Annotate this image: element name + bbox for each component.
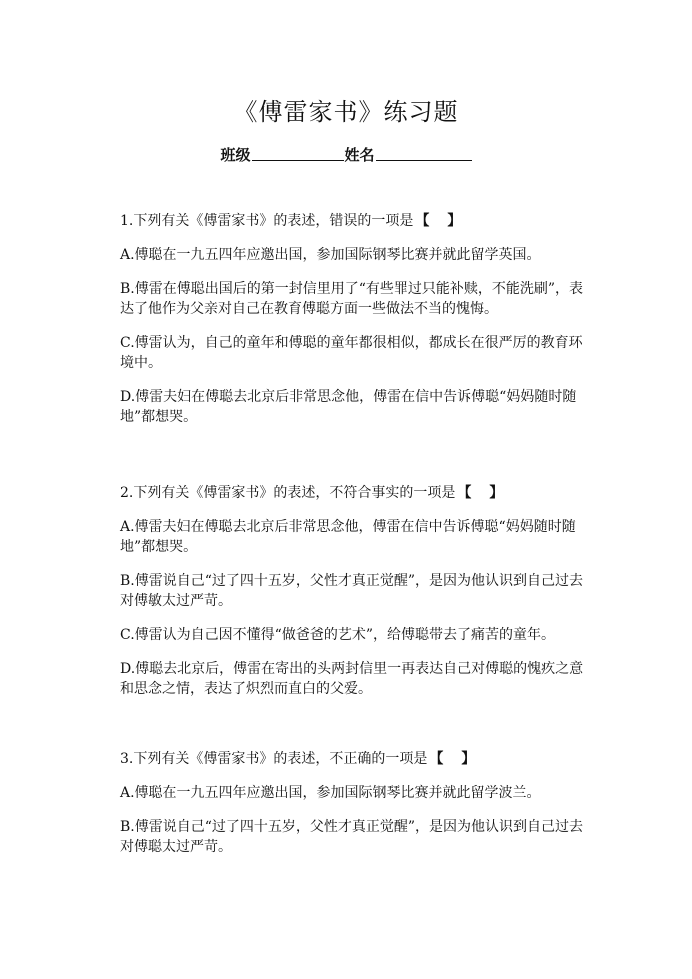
name-blank-line[interactable] bbox=[376, 146, 472, 161]
question-3 bbox=[120, 749, 590, 857]
question-1 bbox=[120, 211, 590, 427]
answer-bracket[interactable]: 【 】 bbox=[457, 485, 504, 501]
class-blank-line[interactable] bbox=[252, 146, 344, 161]
question-stem bbox=[120, 483, 590, 503]
page-title: 《傅雷家书》练习题 bbox=[233, 98, 459, 126]
option-d: D.傅雷夫妇在傅聪去北京后非常思念他，傅雷在信中告诉傅聪“妈妈随时随地”都想哭。 bbox=[120, 389, 577, 425]
question-stem bbox=[120, 749, 590, 769]
option-a: A.傅雷夫妇在傅聪去北京后非常思念他，傅雷在信中告诉傅聪“妈妈随时随地”都想哭。 bbox=[120, 519, 576, 555]
name-label: 姓名 bbox=[344, 146, 375, 164]
student-info bbox=[0, 145, 692, 165]
option-c: C.傅雷认为自己因不懂得“做爸爸的艺术”，给傅聪带去了痛苦的童年。 bbox=[120, 627, 555, 643]
option-d: D.傅聪去北京后，傅雷在寄出的头两封信里一再表达自己对傅聪的愧疚之意和思念之情，表达了炽烈而直白的父爱。 bbox=[120, 661, 584, 697]
class-label: 班级 bbox=[220, 146, 251, 164]
option-b: B.傅雷说自己“过了四十五岁，父性才真正觉醒”，是因为他认识到自己过去对傅敏太过严苛。 bbox=[120, 573, 584, 609]
option-b: B.傅雷在傅聪出国后的第一封信里用了“有些罪过只能补赎，不能洗刷”，表达了他作为父亲对自己在教育傅聪方面一些做法不当的愧悔。 bbox=[120, 281, 584, 317]
answer-bracket[interactable]: 【 】 bbox=[415, 213, 462, 229]
question-stem bbox=[120, 211, 590, 231]
option-b: B.傅雷说自己“过了四十五岁，父性才真正觉醒”，是因为他认识到自己过去对傅聪太过严苛。 bbox=[120, 819, 584, 855]
answer-bracket[interactable]: 【 】 bbox=[429, 751, 476, 767]
option-a: A.傅聪在一九五四年应邀出国，参加国际钢琴比赛并就此留学英国。 bbox=[120, 247, 541, 263]
question-text: 1.下列有关《傅雷家书》的表述，错误的一项是 bbox=[120, 213, 414, 229]
option-a: A.傅聪在一九五四年应邀出国，参加国际钢琴比赛并就此留学波兰。 bbox=[120, 785, 541, 801]
question-2 bbox=[120, 483, 590, 699]
option-c: C.傅雷认为，自己的童年和傅聪的童年都很相似，都成长在很严厉的教育环境中。 bbox=[120, 335, 583, 371]
question-text: 2.下列有关《傅雷家书》的表述，不符合事实的一项是 bbox=[120, 485, 456, 501]
question-text: 3.下列有关《傅雷家书》的表述，不正确的一项是 bbox=[120, 751, 428, 767]
